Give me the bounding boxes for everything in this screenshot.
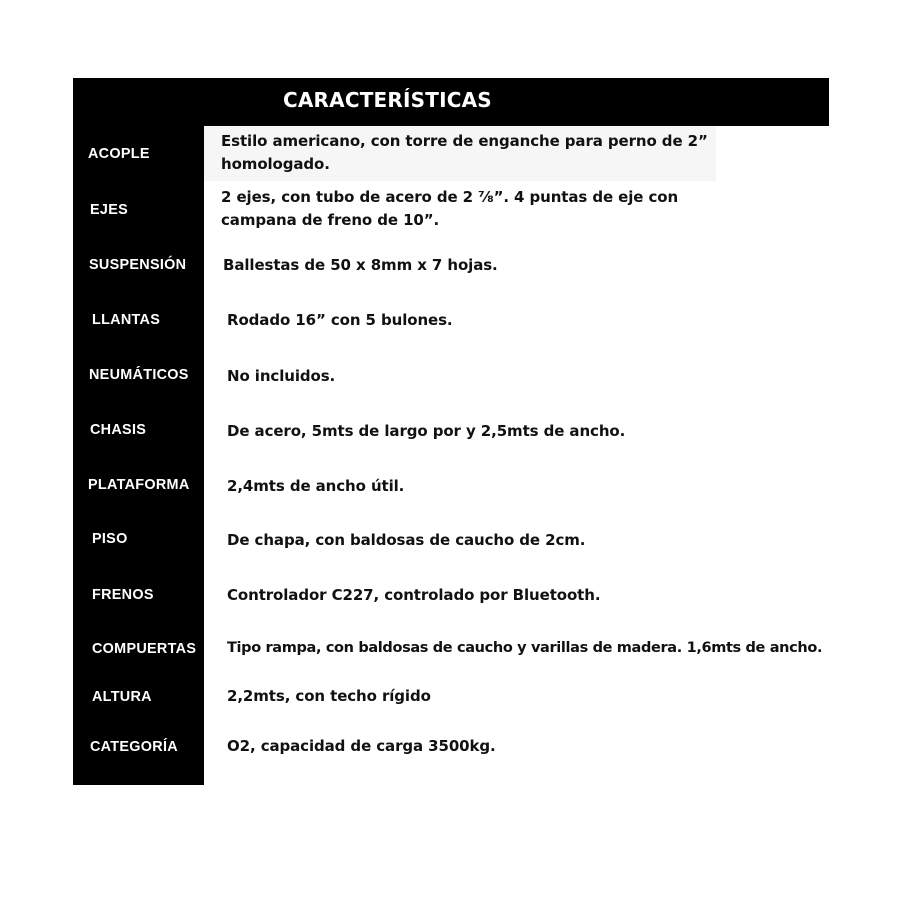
row-value-piso: De chapa, con baldosas de caucho de 2cm.	[227, 531, 586, 549]
row-label-categoria: CATEGORÍA	[90, 738, 178, 755]
row-value-llantas: Rodado 16” con 5 bulones.	[227, 311, 453, 329]
row-value-suspension: Ballestas de 50 x 8mm x 7 hojas.	[223, 256, 498, 274]
row-label-neumaticos: NEUMÁTICOS	[89, 366, 189, 383]
row-label-plataforma: PLATAFORMA	[88, 476, 190, 493]
row-label-llantas: LLANTAS	[92, 311, 161, 328]
row-value-altura: 2,2mts, con techo rígido	[227, 687, 431, 705]
row-value-categoria: O2, capacidad de carga 3500kg.	[227, 737, 496, 755]
row-value-frenos: Controlador C227, controlado por Bluetooth.	[227, 586, 601, 604]
row-value-acople-line-2: homologado.	[221, 155, 330, 173]
row-label-acople: ACOPLE	[88, 145, 150, 162]
row-label-chasis: CHASIS	[90, 421, 147, 438]
row-value-compuertas: Tipo rampa, con baldosas de caucho y varillas de madera. 1,6mts de ancho.	[227, 640, 823, 656]
table-title: CARACTERÍSTICAS	[283, 88, 492, 112]
row-label-compuertas: COMPUERTAS	[92, 640, 197, 657]
row-label-altura: ALTURA	[92, 688, 152, 705]
row-label-ejes: EJES	[90, 201, 128, 218]
row-value-neumaticos: No incluidos.	[227, 367, 336, 385]
row-label-suspension: SUSPENSIÓN	[89, 256, 187, 273]
row-value-acople-line-1: Estilo americano, con torre de enganche para perno de 2”	[221, 132, 708, 150]
label-column	[73, 126, 204, 785]
row-value-plataforma: 2,4mts de ancho útil.	[227, 477, 405, 495]
row-value-ejes-line-1: 2 ejes, con tubo de acero de 2 ⅞”. 4 puntas de eje con	[221, 188, 679, 206]
row-value-ejes-line-2: campana de freno de 10”.	[221, 211, 440, 229]
row-label-frenos: FRENOS	[92, 586, 154, 603]
row-value-chasis: De acero, 5mts de largo por y 2,5mts de ancho.	[227, 422, 626, 440]
row-label-piso: PISO	[92, 530, 128, 547]
